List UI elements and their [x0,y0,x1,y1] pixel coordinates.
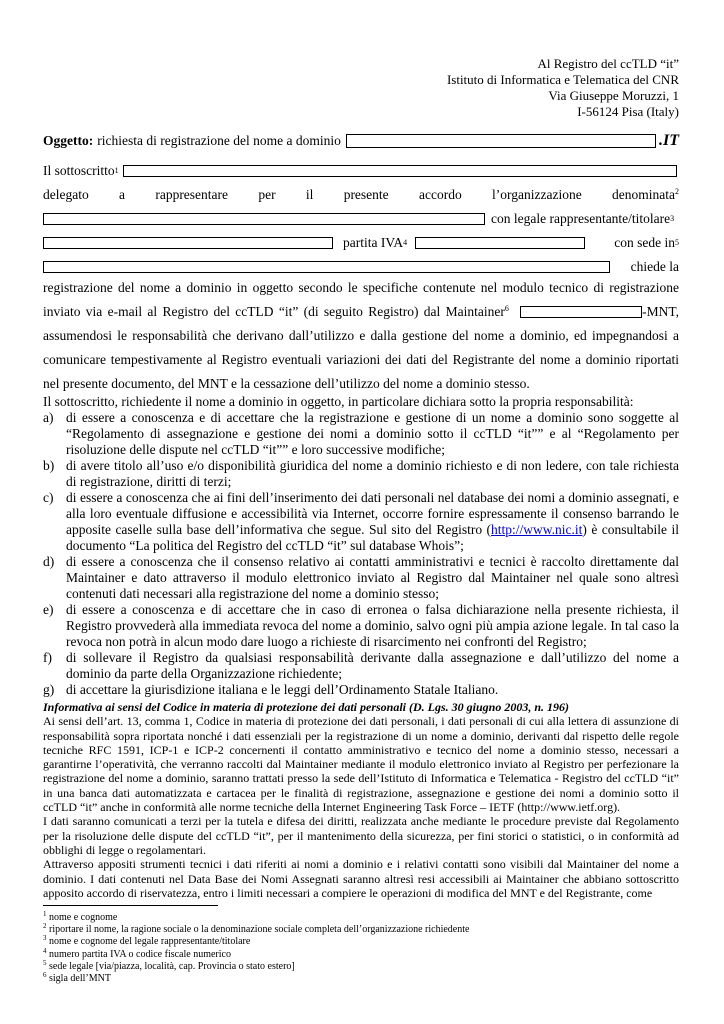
privacy-heading: Informativa ai sensi del Codice in materia di protezione dei dati personali (D. Lgs. 30 giugno 2003, n. 196) [43,700,570,714]
legal-rep-label: con legale rappresentante/titolare [491,211,671,226]
responsibility-text: assumendosi le responsabilità che derivano dall’utilizzo e dalla gestione del nome a dominio, ed impegnandosi a comunicare tempestivamente al Registro eventuali variazioni dei dati del Registrante del nome a dominio riportati nel presente documento, del MNT e la cessazione dell’utilizzo del nome a dominio stesso. [43,328,679,391]
mnt-code-field[interactable] [520,306,642,318]
footnote [43,958,679,973]
footnote-ref: 2 [674,187,679,196]
word-with-footnote [612,187,679,203]
list-item [43,602,679,650]
footnote-number: 5 [43,958,47,967]
word: rappresentare [155,187,229,202]
footnote-text: riportare il nome, la ragione sociale o la denominazione sociale completa dell’organizzazione richiedente [49,924,470,936]
list-item [43,458,679,490]
footnote [43,936,679,948]
item-letter: a) [43,410,54,425]
item-letter: d) [43,554,55,569]
seat-line [43,259,679,275]
organization-name-field[interactable] [43,213,485,225]
item-text: di accettare la giurisdizione italiana e le leggi dell’Ordinamento Statale Italiano. [66,682,499,697]
mnt-suffix: -MNT, [642,304,679,319]
seat-address-field[interactable] [43,261,610,273]
privacy-paragraph: Ai sensi dell’art. 13, comma 1, Codice in materia di protezione dei dati personali, i dati personali di cui alla lettera di assunzione di responsabilità sopra riportata nonché i dati essenziali per la registrazione di un nome a dominio, derivanti dal rispetto delle regole tecniche RFC 1591, ICP-1 e ICP-2 concernenti il contatto amministrativo e tecnico del nome a dominio stesso, necessari a garantirne l’operatività, che verranno raccolti dal Maintainer mediante il modulo elettronico inviato al Registro per perfezionare la registrazione del nome a dominio, saranno trattati presso la sede dell’Istituto di Informatica e Telematica - Registro del ccTLD “it” in una banca dati automatizzata e cartacea per le finalità di registrazione, assegnazione e gestione dei nomi a dominio sotto il ccTLD “it” anche in conformità alle norme tecniche della Internet Engineering Task Force – IETF (http://www.ietf.org). [43,714,679,815]
list-item [43,554,679,602]
word: accordo [418,187,462,202]
word: delegato [43,187,89,202]
subject-line [43,132,679,150]
item-text: di avere titolo all’uso e/o disponibilità giuridica del nome a dominio richiesto e di non ledere, con tale richiesta di registrazione, diritti di terzi; [66,458,679,489]
undersigned-line: Il sottoscritto 1 [43,163,679,179]
declaration-intro: Il sottoscritto, richiedente il nome a dominio in oggetto, in particolare dichiara sotto la propria responsabilità: [43,394,634,409]
item-text: di essere a conoscenza e di accettare che la registrazione e gestione di un nome a dominio sono soggette al “Regolamento di assegnazione e gestione dei nomi a dominio sotto il ccTLD “it”” e al “Regolamento per risoluzione delle dispute nel ccTLD “it”” e loro successive modifiche; [66,410,679,457]
footnote [43,946,679,961]
seat-label: con sede in [614,235,675,250]
domain-name-field[interactable] [346,134,656,148]
word: presente [343,187,389,202]
address-line: I-56124 Pisa (Italy) [577,104,679,119]
vat-label: partita IVA [343,235,404,250]
word: per [258,187,276,202]
legal-rep-name-field[interactable] [43,237,333,249]
footnote-number: 1 [43,910,47,918]
subject-label: Oggetto: [43,133,94,148]
nic-link[interactable]: http://www.nic.it [491,522,583,537]
requests-label: chiede la [630,259,679,274]
privacy-paragraph: Attraverso appositi strumenti tecnici i dati riferiti ai nomi a dominio e i relativi contatti sono visibili dal Maintainer del nome a dominio. I dati contenuti nel Data Base dei Nomi Assegnati saranno altresì resi accessibili ai Maintainer che abbiano sottoscritto apposito accordo di riservatezza, entro i limiti necessari a compiere le operazioni di modifica del MNT e del Registrante, come [43,857,679,900]
word: il [305,187,314,202]
address-line: Al Registro del ccTLD “it” [537,56,679,71]
footnote-number: 6 [43,971,47,980]
item-text-part: di essere a conoscenza che ai fini dell’inserimento dei dati personali nel database dei nomi a dominio assegnati, e alla loro eventuale diffusione e accessibilità via Internet, occorre fornire espressamente il consenso barrando le apposite caselle sulla base dell’informativa che segue. Sul sito del Registro ( [66,490,679,537]
delegate-words [43,187,679,203]
undersigned-name-field[interactable] [123,165,677,177]
word: l’organizzazione [492,187,582,202]
item-text [66,490,679,554]
address-line: Istituto di Informatica e Telematica del CNR [446,72,679,87]
footnote [43,924,679,936]
item-letter: e) [43,602,54,617]
request-paragraph [43,276,679,396]
word: a [119,187,126,202]
item-text: di essere a conoscenza e di accettare che in caso di erronea o falsa dichiarazione nella presente richiesta, il Registro provvederà alla immediata revoca del nome a dominio, salvo ogni più ampia azione legale. In tal caso la revoca non potrà in alcun modo dare luogo a richieste di risarcimento nei confronti del Registro; [66,602,679,649]
footnote [43,973,679,985]
footnotes [43,912,679,985]
item-letter: c) [43,490,54,505]
item-text: di sollevare il Registro da qualsiasi responsabilità derivante dalla assegnazione e dall’utilizzo del nome a dominio da parte della Organizzazione richiedente; [66,650,679,681]
list-item [43,490,679,554]
privacy-notice [43,700,679,900]
subject-text: richiesta di registrazione del nome a dominio [97,133,341,148]
footnote-text: nome e cognome del legale rappresentante/titolare [49,936,251,948]
footnote-number: 4 [43,946,47,955]
footnote [43,912,679,924]
footnote-text: nome e cognome [49,912,118,923]
footnote-number: 3 [43,934,47,943]
address-line: Via Giuseppe Moruzzi, 1 [548,88,679,103]
footnote-ref: 6 [504,304,509,313]
footnote-text: numero partita IVA o codice fiscale numerico [49,948,231,960]
item-text: di essere a conoscenza che il consenso relativo ai contatti amministrativi e tecnici è raccolto direttamente dal Maintainer e dato attraverso il modulo elettronico inviato al Registro dal Maintainer nel quale sono altresì contenuti dati necessari alla registrazione del nome a dominio stesso; [66,554,679,601]
organization-line: con legale rappresentante/titolare 3 [43,211,679,227]
footnote-text: sede legale [via/piazza, località, cap. Provincia o stato estero] [49,960,295,972]
item-letter: f) [43,650,52,665]
undersigned-label: Il sottoscritto [43,163,115,178]
recipient-address [447,56,679,120]
list-item [43,682,679,698]
delegate-line [43,187,679,203]
footnote-divider [43,905,218,906]
vat-number-field[interactable] [415,237,585,249]
footnote-number: 2 [43,922,47,931]
item-text-part: ) è consultabile il documento “La politica del Registro del ccTLD “it” sul database Whois”; [66,522,679,553]
request-text: registrazione del nome a dominio in oggetto secondo le specifiche contenute nel modulo tecnico di registrazione inviato via e-mail al Registro del ccTLD “it” (di seguito Registro) dal Maintainer [43,280,679,319]
item-letter: g) [43,682,55,697]
tld-suffix: .IT [659,132,679,149]
list-item [43,410,679,458]
footnote-text: sigla dell’MNT [49,973,111,985]
list-item [43,650,679,682]
privacy-paragraph: I dati saranno comunicati a terzi per la tutela e difesa dei diritti, realizzata anche mediante le procedure previste dal Regolamento per la risoluzione delle dispute del ccTLD “it”, per il mantenimento della sicurezza, per fini storici o statistici, o in conformità ad obblighi di legge o regolamentari. [43,814,679,857]
item-letter: b) [43,458,55,473]
vat-line: partita IVA 4 con sede in 5 [43,235,679,251]
declaration-list [43,410,679,698]
word: denominata [612,187,675,202]
